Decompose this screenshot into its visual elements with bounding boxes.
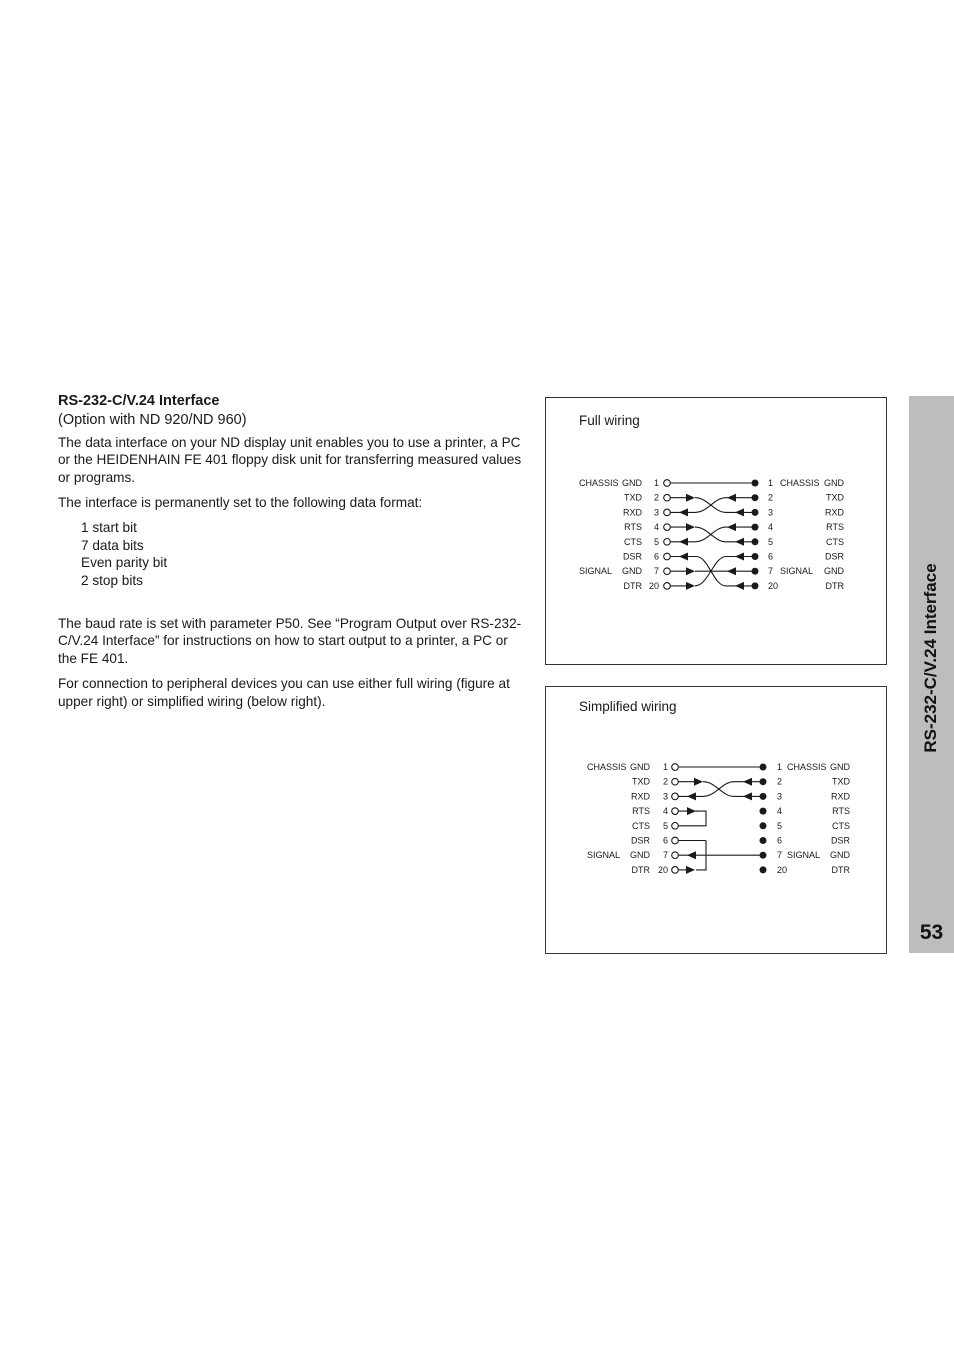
right-pin-signal-label: RTS <box>832 806 850 817</box>
left-connector-pin <box>664 583 671 590</box>
full-wiring-diagram <box>546 398 886 664</box>
simplified-wiring-diagram <box>546 687 886 953</box>
right-pin-group-label: SIGNAL <box>780 566 814 577</box>
arrowhead-right <box>686 523 695 531</box>
right-pin-number: 1 <box>777 762 783 772</box>
left-pin-number: 5 <box>653 536 659 547</box>
right-pin-number: 20 <box>777 864 788 875</box>
arrowhead-left <box>727 494 736 502</box>
left-pin-group-label: SIGNAL <box>587 850 621 861</box>
right-connector-pin <box>752 494 759 501</box>
left-connector-pin <box>672 823 679 830</box>
left-connector-pin <box>664 524 671 531</box>
arrowhead-left <box>727 523 736 531</box>
right-pin-number: 4 <box>777 806 783 817</box>
left-pin-number: 5 <box>662 820 668 831</box>
right-connector-pin <box>760 866 767 873</box>
left-pin-group-label: SIGNAL <box>579 566 613 577</box>
arrowhead-left <box>679 538 688 546</box>
right-connector-pin <box>752 480 759 487</box>
data-format-item: 1 start bit <box>81 520 137 536</box>
chapter-tab-title: RS-232-C/V.24 Interface <box>921 563 940 753</box>
left-pin-group-label: CHASSIS <box>587 762 627 772</box>
wire <box>703 782 734 797</box>
section-subheading: (Option with ND 920/ND 960) <box>58 412 247 429</box>
arrowhead-left <box>735 553 744 561</box>
data-format-item: Even parity bit <box>81 555 168 571</box>
left-pin-number: 1 <box>653 478 659 488</box>
wire <box>695 498 726 513</box>
right-connector-pin <box>760 837 767 844</box>
left-pin-signal-label: RXD <box>630 791 650 802</box>
right-pin-number: 7 <box>777 850 783 861</box>
arrowhead-left <box>679 508 688 516</box>
arrowhead-right <box>686 494 695 502</box>
left-pin-signal-label: GND <box>622 478 642 488</box>
left-pin-signal-label: GND <box>630 762 650 772</box>
left-pin-signal-label: TXD <box>632 776 650 787</box>
chapter-side-tab <box>909 396 954 953</box>
right-connector-pin <box>760 808 767 815</box>
right-pin-group-label: CHASSIS <box>787 762 827 772</box>
baud-rate-paragraph: The baud rate is set with parameter P50. See “Program Output over RS-232-C/V.24 Interface” for instructions on how to start output to a printer, a PC or the FE 401. <box>58 616 522 666</box>
right-pin-signal-label: DSR <box>830 835 850 846</box>
left-pin-signal-label: GND <box>622 566 642 577</box>
right-pin-number: 20 <box>768 580 779 591</box>
left-pin-number: 7 <box>662 850 668 861</box>
left-connector-pin <box>664 568 671 575</box>
arrowhead-left <box>743 778 752 786</box>
right-pin-number: 2 <box>777 776 783 787</box>
right-pin-group-label: SIGNAL <box>787 850 821 861</box>
arrowhead-left <box>687 851 696 859</box>
wire <box>695 527 726 542</box>
left-pin-signal-label: GND <box>630 850 650 861</box>
right-connector-pin <box>760 852 767 859</box>
right-connector-pin <box>752 582 759 589</box>
right-connector-pin <box>752 509 759 516</box>
data-format-item: 2 stop bits <box>81 572 143 588</box>
right-pin-number: 3 <box>777 791 783 802</box>
simplified-wiring-title: Simplified wiring <box>579 699 677 714</box>
right-connector-pin <box>760 822 767 829</box>
right-pin-signal-label: DSR <box>824 551 844 562</box>
left-pin-signal-label: CTS <box>632 820 650 831</box>
left-pin-signal-label: RXD <box>622 507 642 518</box>
right-pin-signal-label: RTS <box>826 522 844 533</box>
left-pin-number: 3 <box>653 507 659 518</box>
arrowhead-right <box>694 778 703 786</box>
left-pin-number: 4 <box>653 522 659 533</box>
left-connector-pin <box>672 852 679 859</box>
left-connector-pin <box>672 867 679 874</box>
intro-paragraph: The data interface on your ND display unit enables you to use a printer, a PC or the HEIDENHAIN FE 401 floppy disk unit for transferring measured values or programs. <box>58 434 522 485</box>
left-pin-signal-label: RTS <box>632 806 650 817</box>
left-connector-pin <box>664 539 671 546</box>
left-pin-group-label: CHASSIS <box>579 478 619 488</box>
main-text-column <box>58 393 528 718</box>
left-pin-number: 20 <box>648 580 659 591</box>
right-pin-number: 5 <box>768 536 774 547</box>
arrowhead-right <box>686 866 695 874</box>
arrowhead-right <box>686 582 695 590</box>
left-pin-number: 7 <box>653 566 659 577</box>
right-pin-signal-label: DTR <box>825 580 844 591</box>
right-pin-signal-label: RXD <box>830 791 850 802</box>
right-pin-signal-label: RXD <box>824 507 844 518</box>
right-pin-signal-label: GND <box>824 566 844 577</box>
left-connector-pin <box>672 764 679 771</box>
left-pin-signal-label: DSR <box>630 835 650 846</box>
page-number: 53 <box>919 921 944 944</box>
full-wiring-figure <box>545 397 887 665</box>
left-connector-pin <box>664 553 671 560</box>
right-pin-number: 1 <box>768 478 774 488</box>
right-connector-pin <box>760 793 767 800</box>
left-connector-pin <box>664 509 671 516</box>
left-pin-number: 4 <box>662 806 668 817</box>
right-pin-signal-label: CTS <box>832 820 850 831</box>
right-connector-pin <box>760 764 767 771</box>
left-pin-signal-label: DSR <box>622 551 642 562</box>
left-pin-number: 2 <box>653 492 659 503</box>
arrowhead-left <box>735 538 744 546</box>
left-connector-pin <box>672 793 679 800</box>
right-connector-pin <box>760 778 767 785</box>
arrowhead-right <box>687 807 696 815</box>
left-pin-signal-label: RTS <box>624 522 642 533</box>
left-pin-signal-label: DTR <box>623 580 642 591</box>
left-connector-pin <box>672 837 679 844</box>
left-connector-pin <box>672 778 679 785</box>
arrowhead-left <box>735 582 744 590</box>
right-pin-signal-label: DTR <box>831 864 850 875</box>
arrowhead-left <box>735 508 744 516</box>
left-pin-number: 2 <box>662 776 668 787</box>
left-pin-signal-label: CTS <box>624 536 642 547</box>
format-intro-paragraph: The interface is permanently set to the following data format: <box>58 495 423 511</box>
left-pin-number: 20 <box>657 864 668 875</box>
left-connector-pin <box>664 480 671 487</box>
left-pin-signal-label: DTR <box>631 864 650 875</box>
right-pin-number: 6 <box>777 835 783 846</box>
right-pin-number: 6 <box>768 551 774 562</box>
section-heading: RS-232-C/V.24 Interface <box>58 393 220 409</box>
simplified-wiring-figure <box>545 686 887 954</box>
full-wiring-title: Full wiring <box>579 413 640 428</box>
right-pin-group-label: CHASSIS <box>780 478 820 488</box>
right-connector-pin <box>752 538 759 545</box>
left-pin-number: 1 <box>662 762 668 772</box>
left-pin-number: 3 <box>662 791 668 802</box>
wiring-paragraph: For connection to peripheral devices you can use either full wiring (figure at upper right) or simplified wiring (below right). <box>58 676 510 709</box>
right-connector-pin <box>752 553 759 560</box>
arrowhead-left <box>679 553 688 561</box>
left-pin-number: 6 <box>662 835 668 846</box>
right-pin-number: 7 <box>768 566 774 577</box>
arrowhead-left <box>687 792 696 800</box>
right-pin-signal-label: GND <box>824 478 844 488</box>
right-pin-signal-label: GND <box>830 850 850 861</box>
right-pin-number: 5 <box>777 820 783 831</box>
right-pin-number: 3 <box>768 507 774 518</box>
right-connector-pin <box>752 568 759 575</box>
right-connector-pin <box>752 524 759 531</box>
left-connector-pin <box>672 808 679 815</box>
data-format-list <box>81 519 528 589</box>
right-pin-number: 2 <box>768 492 774 503</box>
left-pin-number: 6 <box>653 551 659 562</box>
left-pin-signal-label: TXD <box>624 492 642 503</box>
right-pin-signal-label: GND <box>830 762 850 772</box>
right-pin-number: 4 <box>768 522 774 533</box>
arrowhead-right <box>686 567 695 575</box>
data-format-item: 7 data bits <box>81 537 144 553</box>
arrowhead-left <box>743 792 752 800</box>
right-pin-signal-label: TXD <box>832 776 850 787</box>
right-pin-signal-label: CTS <box>826 536 844 547</box>
wire <box>679 811 707 826</box>
right-pin-signal-label: TXD <box>826 492 844 503</box>
left-connector-pin <box>664 494 671 501</box>
